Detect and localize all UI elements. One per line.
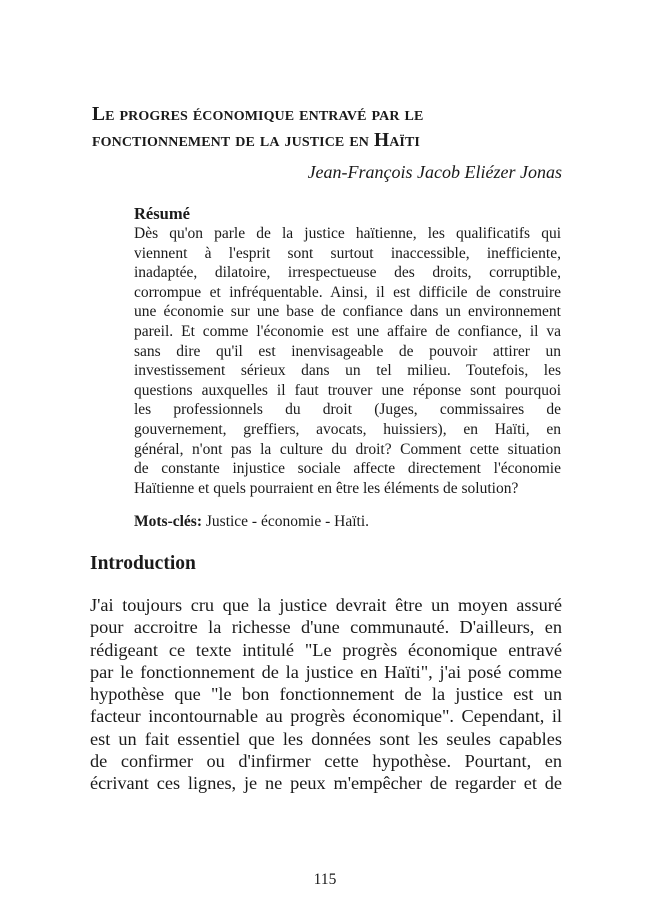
abstract-line: Haïtienne et quels pourraient en être les éléments de solution? bbox=[134, 479, 519, 497]
keywords-label: Mots-clés: bbox=[134, 513, 202, 530]
introduction-line: de confirmer ou d'infirmer cette hypothèse. Pourtant, en bbox=[90, 751, 562, 772]
abstract-line: corrompue et infréquentable. Ainsi, il est difficile de construire bbox=[134, 283, 561, 301]
abstract-line: viennent à l'esprit sont surtout inaccessible, inefficiente, bbox=[134, 244, 561, 262]
abstract-line: une économie sur une base de confiance dans un environnement bbox=[134, 303, 561, 321]
introduction-heading: Introduction bbox=[90, 553, 196, 574]
introduction-line: facteur incontournable au progrès économique". Cependant, il bbox=[90, 706, 562, 727]
abstract-line: gouvernement, greffiers, avocats, huissiers), en Haïti, en bbox=[134, 420, 561, 438]
introduction-line: est un fait essentiel que les données sont les seules capables bbox=[90, 728, 562, 749]
abstract-line: sans dire qu'il est inenvisageable de pouvoir attirer un bbox=[134, 342, 561, 360]
page-number: 115 bbox=[313, 871, 337, 888]
abstract bbox=[134, 204, 561, 498]
abstract-line: questions auxquelles il faut trouver une réponse sont pourquoi bbox=[134, 381, 561, 399]
introduction-line: par le fonctionnement de la justice en Haïti", j'ai posé comme bbox=[90, 661, 562, 682]
abstract-line: investissement sérieux dans un tel milieu. Toutefois, les bbox=[134, 362, 561, 380]
introduction-line: J'ai toujours cru que la justice devrait être un moyen assuré bbox=[90, 595, 562, 615]
abstract-line: les professionnels du droit (Juges, commissaires de bbox=[134, 401, 561, 419]
abstract-heading: Résumé bbox=[134, 204, 190, 223]
abstract-line: de constante injustice sociale affecte directement l'économie bbox=[134, 460, 561, 478]
introduction-line: pour accroitre la richesse d'une communauté. D'ailleurs, en bbox=[90, 617, 562, 638]
introduction-body bbox=[90, 594, 562, 795]
introduction-line: écrivant ces lignes, je ne peux m'empêcher de regarder et de bbox=[90, 773, 562, 794]
author-name: Jean-François Jacob Eliézer Jonas bbox=[307, 162, 562, 182]
title-line: Le progres économique entravé par le bbox=[92, 104, 424, 126]
abstract-line: inadaptée, dilatoire, irrespectueuse des droits, corruptible, bbox=[134, 264, 561, 282]
abstract-line: général, n'ont pas la culture du droit? Comment cette situation bbox=[134, 440, 561, 458]
abstract-body bbox=[134, 224, 561, 498]
title-line: fonctionnement de la justice en Haïti bbox=[92, 130, 420, 152]
article-title bbox=[92, 102, 562, 154]
introduction-line: rédigeant ce texte intitulé "Le progrès économique entravé bbox=[90, 639, 562, 660]
introduction-line: hypothèse que "le bon fonctionnement de la justice est un bbox=[90, 684, 562, 705]
keywords bbox=[134, 512, 561, 532]
abstract-line: Dès qu'on parle de la justice haïtienne, les qualificatifs qui bbox=[134, 225, 561, 242]
abstract-line: pareil. Et comme l'économie est une affaire de confiance, il va bbox=[134, 322, 561, 340]
keywords-value: Justice - économie - Haïti. bbox=[202, 513, 370, 530]
